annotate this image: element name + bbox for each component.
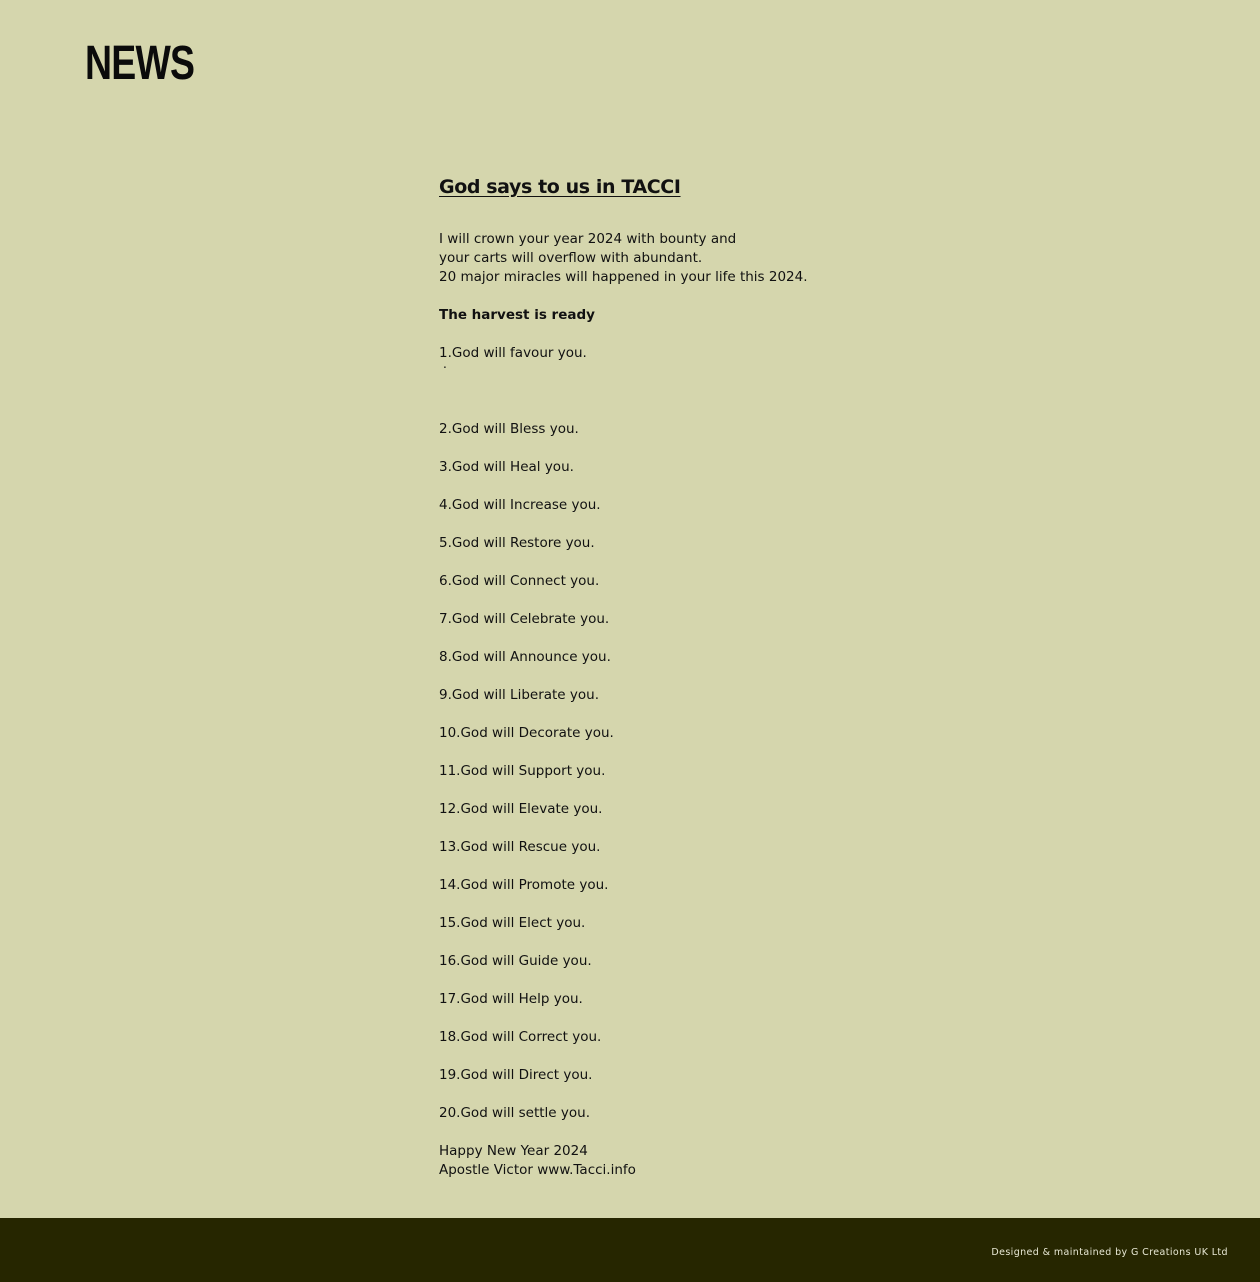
list-item: 17.God will Help you. — [439, 991, 583, 1007]
news-article — [439, 172, 959, 1180]
promise-list — [439, 344, 959, 1123]
list-item: 13.God will Rescue you. — [439, 839, 601, 855]
closing-signature: Apostle Victor www.Tacci.info — [439, 1162, 636, 1178]
list-item: 8.God will Announce you. — [439, 649, 611, 665]
page-title: NEWS — [85, 37, 195, 90]
list-item: 14.God will Promote you. — [439, 877, 609, 893]
list-item: 6.God will Connect you. — [439, 573, 600, 589]
list-item: 7.God will Celebrate you. — [439, 611, 610, 627]
list-item: 9.God will Liberate you. — [439, 687, 600, 703]
list-item: 5.God will Restore you. — [439, 535, 595, 551]
list-item: 19.God will Direct you. — [439, 1067, 593, 1083]
intro-line: I will crown your year 2024 with bounty and — [439, 231, 737, 247]
list-item: 4.God will Increase you. — [439, 497, 601, 513]
footer-credit: Designed & maintained by G Creations UK Ltd — [991, 1247, 1228, 1258]
intro-line: your carts will overflow with abundant. — [439, 250, 703, 266]
list-item: 18.God will Correct you. — [439, 1029, 602, 1045]
intro-line: 20 major miracles will happened in your life this 2024. — [439, 269, 808, 285]
list-item: 12.God will Elevate you. — [439, 801, 603, 817]
list-item: 11.God will Support you. — [439, 763, 606, 779]
article-subheading: The harvest is ready — [439, 307, 595, 323]
list-item: 1.God will favour you. — [439, 345, 587, 361]
article-closing — [439, 1142, 959, 1180]
list-item: 10.God will Decorate you. — [439, 725, 614, 741]
article-intro — [439, 230, 959, 287]
list-item: 16.God will Guide you. — [439, 953, 592, 969]
stray-dot-mark: . — [443, 357, 447, 371]
list-item: 3.God will Heal you. — [439, 459, 574, 475]
site-footer — [0, 1218, 1260, 1282]
list-item: 2.God will Bless you. — [439, 421, 579, 437]
list-item: 15.God will Elect you. — [439, 915, 586, 931]
stray-dot — [439, 357, 959, 401]
article-title: God says to us in TACCI — [439, 176, 681, 198]
closing-greeting: Happy New Year 2024 — [439, 1143, 588, 1159]
list-item: 20.God will settle you. — [439, 1105, 591, 1121]
